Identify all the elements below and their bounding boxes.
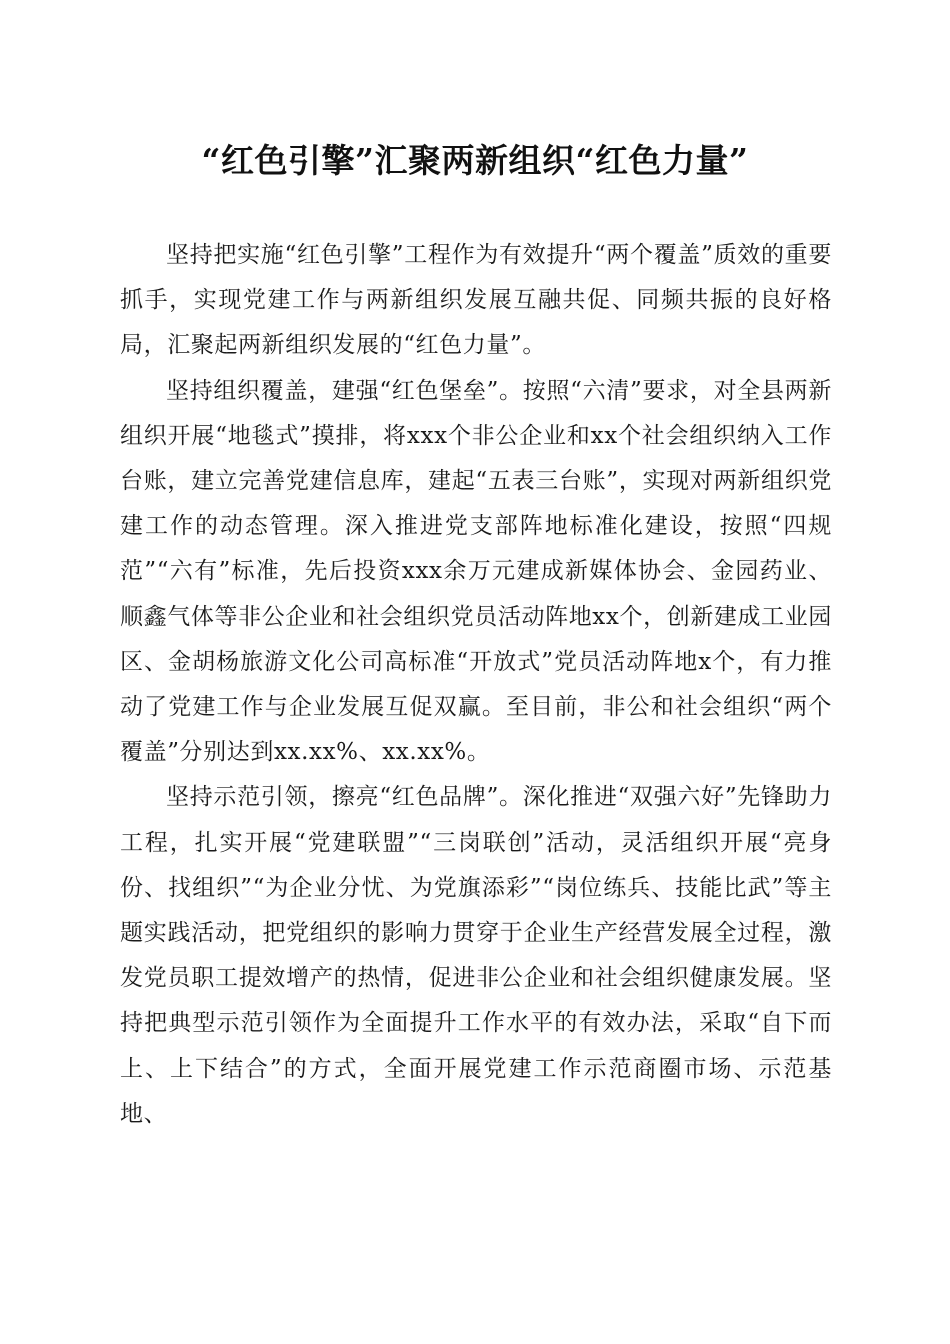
paragraph-intro: 坚持把实施“红色引擎”工程作为有效提升“两个覆盖”质效的重要抓手，实现党建工作与两新组织发展互融共促、同频共振的良好格局，汇聚起两新组织发展的“红色力量”。 — [120, 242, 832, 359]
paragraph-organization-coverage: 坚持组织覆盖，建强“红色堡垒”。按照“六清”要求，对全县两新组织开展“地毯式”摸排，将xxx个非公企业和xx个社会组织纳入工作台账，建立完善党建信息库，建起“五表三台账”，实现对两新组织党建工作的动态管理。深入推进党支部阵地标准化建设，按照“四规范”“六有”标准，先后投资xxx余万元建成新媒体协会、金园药业、顺鑫气体等非公企业和社会组织党员活动阵地xx个，创新建成工业园区、金胡杨旅游文化公司高标准“开放式”党员活动阵地x个，有力推动了党建工作与企业发展互促双赢。至目前，非公和社会组织“两个覆盖”分别达到xx.xx%、xx.xx%。 — [120, 377, 832, 766]
document-body — [120, 233, 832, 1137]
document-title: “红色引擎”汇聚两新组织“红色力量” — [201, 141, 749, 180]
paragraph-demonstration-leading: 坚持示范引领，擦亮“红色品牌”。深化推进“双强六好”先锋助力工程，扎实开展“党建联盟”“三岗联创”活动，灵活组织开展“亮身份、找组织”“为企业分忧、为党旗添彩”“岗位练兵、技能比武”等主题实践活动，把党组织的影响力贯穿于企业生产经营发展全过程，激发党员职工提效增产的热情，促进非公企业和社会组织健康发展。坚持把典型示范引领作为全面提升工作水平的有效办法，采取“自下而上、上下结合”的方式，全面开展党建工作示范商圈市场、示范基地、 — [120, 784, 832, 1127]
